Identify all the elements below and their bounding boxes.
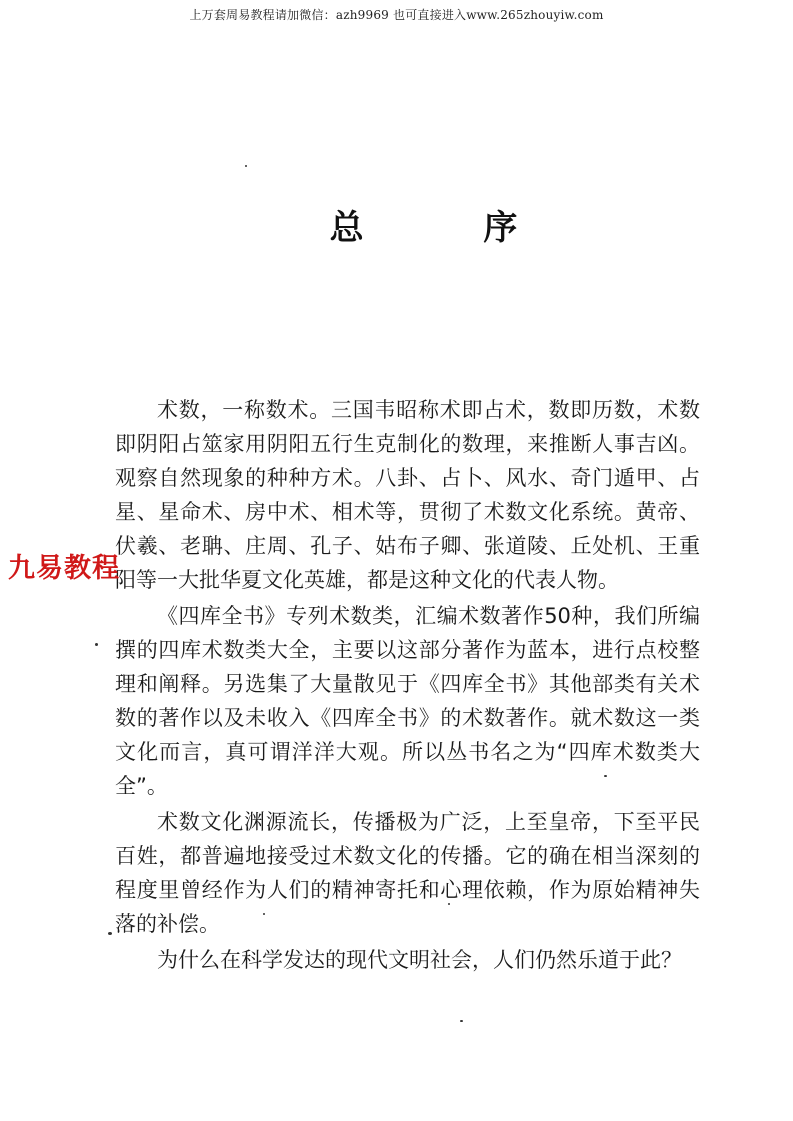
scan-speck — [448, 903, 450, 905]
paragraph: 术数文化渊源流长，传播极为广泛，上至皇帝，下至平民百姓，都普遍地接受过术数文化的传播。它的确在相当深刻的程度里曾经作为人们的精神寄托和心理依赖，作为原始精神失落的补偿。 — [115, 810, 700, 936]
scan-speck — [263, 913, 265, 915]
page-title: 总 序 — [329, 208, 572, 248]
header-banner: 上万套周易教程请加微信：azh9969 也可直接进入www.265zhouyiw.com — [189, 8, 604, 22]
watermark-logo: 九易教程 — [8, 553, 120, 584]
paragraph: 《四库全书》专列术数类，汇编术数著作50种，我们所编撰的四库术数类大全，主要以这部分著作为蓝本，进行点校整理和阐释。另选集了大量散见于《四库全书》其他部类有关术数的著作以及未收入《四库全书》的术数著作。就术数这一类文化而言，真可谓洋洋大观。所以丛书名之为“四库术数类大全”。 — [115, 604, 700, 798]
scan-speck — [460, 1020, 463, 1022]
scan-speck — [108, 932, 112, 935]
preface-body — [115, 393, 700, 979]
scan-speck — [604, 775, 607, 777]
paragraph: 术数，一称数术。三国韦昭称术即占术，数即历数，术数即阴阳占筮家用阴阳五行生克制化的数理，来推断人事吉凶。观察自然现象的种种方术。八卦、占卜、风水、奇门遁甲、占星、星命术、房中术、相术等，贯彻了术数文化系统。黄帝、伏羲、老聃、庄周、孔子、姑布子卿、张道陵、丘处机、王重阳等一大批华夏文化英雄，都是这种文化的代表人物。 — [115, 398, 700, 592]
scan-speck — [245, 165, 247, 167]
scan-speck — [95, 643, 98, 646]
paragraph: 为什么在科学发达的现代文明社会，人们仍然乐道于此？ — [157, 948, 682, 972]
